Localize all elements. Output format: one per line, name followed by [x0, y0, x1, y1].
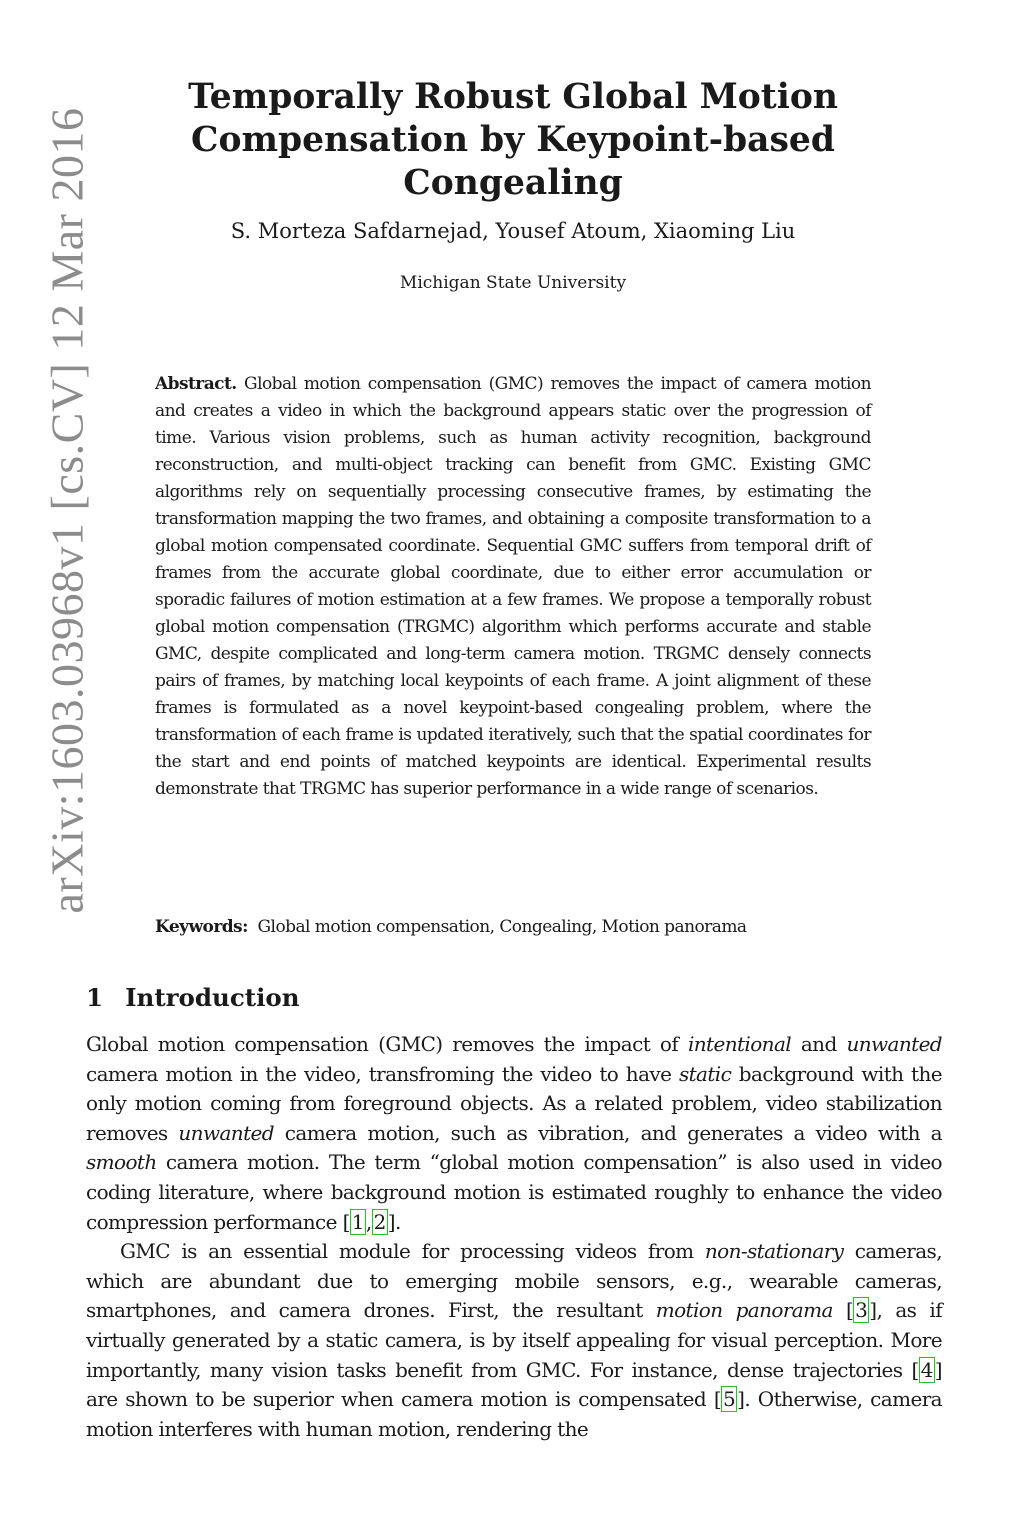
text-run: camera motion in the video, transfroming the video to have — [86, 1061, 679, 1086]
affiliation: Michigan State University — [399, 273, 627, 293]
citation-link-4[interactable]: 4 — [920, 1357, 933, 1382]
citation-link-1[interactable]: 1 — [351, 1209, 364, 1234]
keywords — [155, 914, 885, 941]
section-number: 1 — [86, 983, 104, 1012]
text-run: and — [791, 1032, 847, 1056]
keywords-text: Global motion compensation, Congealing, Motion panorama — [257, 917, 747, 937]
text-run — [833, 1298, 846, 1322]
emphasis: unwanted — [846, 1032, 943, 1056]
text-run: camera motion, such as vibration, and generates a video with a — [273, 1120, 942, 1145]
text-run: , — [365, 1209, 372, 1234]
text-run: camera motion. The term “global motion compensation” is also used in video coding literature, where background motion is estimated roughly to enhance the video compression performance — [86, 1150, 942, 1234]
emphasis: intentional — [687, 1032, 792, 1056]
abstract-text: Global motion compensation (GMC) removes the impact of camera motion and creates a video in which the background appears static over the progression of time. Various vision problems, such as human activity recognition, background reconstruction, and multi-object tracking can benefit from GMC. Existing GMC algorithms rely on sequentially processing consecutive frames, by estimating the transformation mapping the two frames, and obtaining a composite transformation to a global motion compensated coordinate. Sequential GMC suffers from temporal drift of frames from the accurate global coordinate, due to either error accumulation or sporadic failures of motion estimation at a few frames. We propose a temporally robust global motion compensation (TRGMC) algorithm which performs accurate and stable GMC, despite complicated and long-term camera motion. TRGMC densely connects pairs of frames, by matching local keypoints of each frame. A joint alignment of these frames is formulated as a novel keypoint-based congealing problem, where the transformation of each frame is updated iteratively, such that the spatial coordinates for the start and end points of matched keypoints are identical. Experimental results demonstrate that TRGMC has superior performance in a wide range of scenarios. — [155, 374, 872, 799]
arxiv-sidebar-stamp — [43, 70, 91, 950]
title-line-2: Compensation by Keypoint-based Congealing — [190, 120, 835, 203]
text-run: are shown to be superior when camera motion is compensated — [86, 1387, 714, 1412]
title-line-1: Temporally Robust Global Motion — [188, 77, 838, 117]
abstract-label: Abstract. — [155, 374, 237, 394]
emphasis: non-stationary — [704, 1239, 844, 1264]
keywords-label: Keywords: — [155, 917, 248, 937]
text-run: ]. — [387, 1209, 401, 1234]
arxiv-identifier: arXiv:1603.03968v1 [cs.CV] 12 Mar 2016 — [41, 106, 93, 914]
emphasis: motion panorama — [655, 1298, 833, 1323]
text-run: Global motion compensation (GMC) removes the impact of — [86, 1032, 688, 1056]
intro-paragraph-1: Global motion compensation (GMC) removes the impact of intentional and unwanted camera motion in the video, transfroming the video to have static background with the only motion coming from foreground objects. As a related problem, video stabilization removes unwanted camera motion, such as vibration, and generates a video with a smooth camera motion. The term “global motion compensation” is also used in video coding literature, where background motion is estimated roughly to enhance the video compression performance [ 1 , 2 ]. — [86, 1032, 943, 1234]
paper-title — [100, 76, 926, 205]
author-list: S. Morteza Safdarnejad, Yousef Atoum, Xiaoming Liu — [230, 219, 796, 243]
text-run: . Otherwise, camera motion interferes with human motion, rendering the — [86, 1387, 942, 1441]
text-run: , as if virtually generated by a static camera, is by itself appealing for visual perception. More importantly, many vision tasks benefit from GMC. For instance, dense trajectories — [86, 1298, 943, 1382]
emphasis: unwanted — [178, 1120, 274, 1145]
intro-paragraph-2: GMC is an essential module for processing videos from non-stationary cameras, which are abundant due to emerging mobile sensors, e.g., wearable cameras, smartphones, and camera drones. First, the resultant motion panorama [ 3 ], as if virtually generated by a static camera, is by itself appealing for visual perception. More importantly, many vision tasks benefit from GMC. For instance, dense trajectories [ 4 ] are shown to be superior when camera motion is compensated [ 5 ]. Otherwise, camera motion interferes with human motion, rendering the — [86, 1239, 943, 1441]
introduction-body — [86, 1030, 942, 1444]
citation-link-2[interactable]: 2 — [373, 1209, 386, 1234]
citation-link-5[interactable]: 5 — [723, 1387, 736, 1412]
emphasis: static — [678, 1061, 732, 1086]
text-run: cameras, which are abundant due to emerging mobile sensors, e.g., wearable cameras, smartphones, and camera drones. First, the resultant — [86, 1239, 942, 1323]
citation-link-3[interactable]: 3 — [855, 1298, 868, 1323]
abstract — [155, 371, 871, 803]
section-title: Introduction — [125, 983, 300, 1012]
section-heading-introduction — [86, 980, 300, 1016]
text-run: GMC is an essential module for processing videos from — [120, 1239, 705, 1264]
text-run: background with the only motion coming from foreground objects. As a related problem, video stabilization removes — [86, 1061, 942, 1145]
emphasis: smooth — [86, 1150, 157, 1175]
